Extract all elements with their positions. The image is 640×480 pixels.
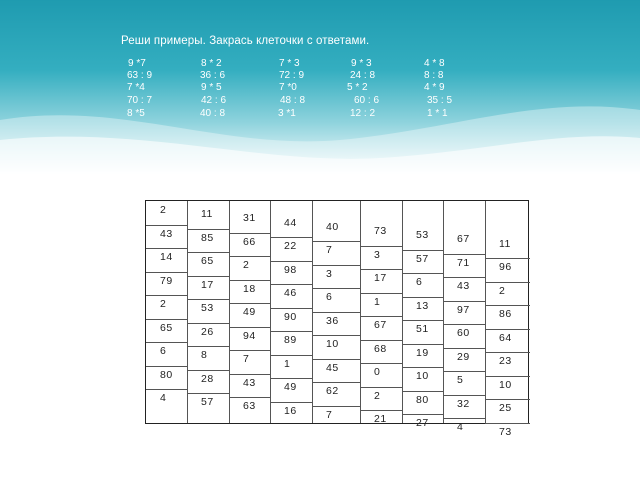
grid-cell-border <box>146 272 187 273</box>
grid-cell-border <box>187 370 229 371</box>
example-item: 24 : 8 <box>350 70 376 81</box>
grid-cell-border <box>146 342 187 343</box>
grid-cell-border <box>270 331 312 332</box>
grid-cell-border <box>360 269 402 270</box>
grid-cell-border <box>402 391 443 392</box>
grid-number: 80 <box>160 368 173 381</box>
grid-cell-border <box>146 389 187 390</box>
grid-cell-border <box>485 305 530 306</box>
grid-cell-border <box>146 319 187 320</box>
example-item: 8 : 8 <box>424 70 444 81</box>
grid-number: 65 <box>160 321 173 334</box>
grid-number: 67 <box>374 319 387 331</box>
grid-number: 49 <box>284 381 297 394</box>
grid-number: 63 <box>243 400 256 413</box>
grid-cell-border <box>485 376 530 377</box>
grid-cell-border <box>312 241 360 242</box>
example-item: 9 * 5 <box>201 82 222 93</box>
example-item: 8 *5 <box>127 108 145 119</box>
grid-number: 4 <box>160 392 167 404</box>
grid-number: 36 <box>326 314 339 327</box>
grid-cell-border <box>229 303 270 304</box>
grid-cell-border <box>187 323 229 324</box>
example-item: 60 : 6 <box>354 95 380 106</box>
grid-cell-border <box>270 402 312 403</box>
grid-number: 67 <box>457 233 470 246</box>
grid-number: 17 <box>374 272 387 284</box>
grid-number: 43 <box>243 376 256 389</box>
grid-cell-border <box>229 327 270 328</box>
example-item: 1 * 1 <box>427 108 448 119</box>
example-row <box>0 70 640 82</box>
grid-number: 10 <box>416 370 429 383</box>
grid-number: 2 <box>160 204 167 216</box>
example-row <box>0 58 640 70</box>
grid-number: 62 <box>326 385 339 398</box>
grid-number: 7 <box>326 244 333 257</box>
grid-cell-border <box>312 265 360 266</box>
grid-cell-border <box>312 312 360 313</box>
grid-number: 65 <box>201 255 214 268</box>
grid-cell-border <box>229 280 270 281</box>
grid-number: 26 <box>201 325 214 338</box>
grid-number: 13 <box>416 299 429 312</box>
grid-cell-border <box>443 348 485 349</box>
grid-cell-border <box>485 329 530 330</box>
grid-number: 14 <box>160 251 173 263</box>
example-row <box>0 95 640 107</box>
grid-number: 16 <box>284 404 297 417</box>
example-item: 7 * 3 <box>279 58 300 69</box>
grid-number: 49 <box>243 306 256 319</box>
grid-number: 66 <box>243 235 256 248</box>
grid-number: 4 <box>457 421 464 434</box>
grid-cell-border <box>146 366 187 367</box>
page-title: Реши примеры. Закрась клеточки с ответами. <box>121 35 370 47</box>
grid-number: 25 <box>499 402 512 415</box>
grid-cell-border <box>402 414 443 415</box>
grid-cell-border <box>443 371 485 372</box>
grid-cell-border <box>360 316 402 317</box>
grid-number: 19 <box>416 346 429 359</box>
grid-number: 10 <box>499 378 512 391</box>
grid-cell-border <box>146 248 187 249</box>
grid-number: 90 <box>284 310 297 323</box>
grid-number: 21 <box>374 413 387 425</box>
example-item: 35 : 5 <box>427 95 453 106</box>
grid-number: 89 <box>284 334 297 347</box>
grid-number: 51 <box>416 323 429 336</box>
grid-number: 46 <box>284 287 297 300</box>
grid-cell-border <box>443 254 485 255</box>
grid-number: 28 <box>201 372 214 385</box>
grid-cell-border <box>402 250 443 251</box>
grid-number: 11 <box>499 237 511 250</box>
grid-cell-border <box>270 355 312 356</box>
grid-cell-border <box>360 387 402 388</box>
grid-number: 7 <box>243 353 250 366</box>
grid-cell-border <box>402 320 443 321</box>
grid-cell-border <box>312 335 360 336</box>
grid-cell-border <box>312 406 360 407</box>
example-item: 3 *1 <box>278 108 296 119</box>
grid-number: 8 <box>201 349 208 362</box>
grid-cell-border <box>485 399 530 400</box>
grid-number: 22 <box>284 240 297 253</box>
grid-cell-border <box>146 225 187 226</box>
grid-cell-border <box>360 340 402 341</box>
grid-number: 40 <box>326 220 339 233</box>
grid-cell-border <box>312 288 360 289</box>
grid-cell-border <box>270 284 312 285</box>
grid-number: 94 <box>243 329 256 342</box>
grid-cell-border <box>187 393 229 394</box>
example-row <box>0 82 640 94</box>
grid-cell-border <box>187 252 229 253</box>
grid-divider <box>360 201 361 423</box>
grid-cell-border <box>402 297 443 298</box>
grid-number: 5 <box>457 374 464 387</box>
grid-divider <box>270 201 271 423</box>
grid-cell-border <box>443 395 485 396</box>
grid-number: 1 <box>374 295 381 308</box>
grid-number: 79 <box>160 274 173 287</box>
grid-number: 31 <box>243 212 256 225</box>
grid-cell-border <box>312 382 360 383</box>
grid-cell-border <box>485 352 530 353</box>
grid-cell-border <box>402 367 443 368</box>
grid-number: 1 <box>284 357 291 370</box>
grid-number: 6 <box>416 276 423 289</box>
grid-cell-border <box>360 293 402 294</box>
grid-number: 64 <box>499 331 512 344</box>
grid-number: 43 <box>160 227 173 240</box>
grid-number: 6 <box>160 345 167 357</box>
grid-cell-border <box>443 324 485 325</box>
grid-cell-border <box>360 363 402 364</box>
grid-number: 23 <box>499 355 512 368</box>
grid-cell-border <box>187 299 229 300</box>
grid-cell-border <box>485 258 530 259</box>
grid-cell-border <box>229 374 270 375</box>
grid-number: 98 <box>284 263 297 276</box>
example-item: 36 : 6 <box>200 70 226 81</box>
grid-cell-border <box>485 282 530 283</box>
grid-divider <box>229 201 230 423</box>
grid-number: 53 <box>201 302 214 315</box>
grid-cell-border <box>229 233 270 234</box>
example-item: 4 * 8 <box>424 58 445 69</box>
example-item: 70 : 7 <box>127 95 153 106</box>
example-item: 4 * 9 <box>424 82 445 93</box>
grid-number: 18 <box>243 282 256 295</box>
grid-cell-border <box>270 308 312 309</box>
grid-cell-border <box>360 246 402 247</box>
grid-cell-border <box>443 277 485 278</box>
grid-divider <box>402 201 403 423</box>
answer-grid <box>145 200 529 438</box>
example-item: 7 *0 <box>279 82 297 93</box>
grid-number: 80 <box>416 393 429 406</box>
example-item: 40 : 8 <box>200 108 226 119</box>
grid-number: 57 <box>201 396 214 409</box>
grid-cell-border <box>485 423 530 424</box>
grid-number: 45 <box>326 361 339 374</box>
grid-cell-border <box>187 346 229 347</box>
example-item: 7 *4 <box>127 82 145 93</box>
grid-cell-border <box>443 418 485 419</box>
grid-number: 29 <box>457 350 470 363</box>
grid-number: 32 <box>457 397 470 410</box>
example-item: 9 *7 <box>128 58 146 69</box>
grid-number: 73 <box>374 225 387 237</box>
grid-number: 68 <box>374 342 387 355</box>
grid-number: 53 <box>416 229 429 242</box>
grid-number: 44 <box>284 216 297 229</box>
grid-number: 11 <box>201 208 213 221</box>
grid-number: 2 <box>374 389 381 402</box>
example-item: 5 * 2 <box>347 82 368 93</box>
example-item: 42 : 6 <box>201 95 227 106</box>
grid-number: 2 <box>499 284 506 297</box>
grid-number: 6 <box>326 291 333 304</box>
grid-number: 2 <box>243 259 250 272</box>
grid-cell-border <box>443 301 485 302</box>
grid-number: 86 <box>499 308 512 321</box>
example-item: 72 : 9 <box>279 70 305 81</box>
grid-number: 97 <box>457 303 470 316</box>
grid-number: 0 <box>374 366 381 378</box>
grid-number: 10 <box>326 338 339 351</box>
example-item: 12 : 2 <box>350 108 376 119</box>
grid-number: 71 <box>457 256 470 269</box>
grid-divider <box>187 201 188 423</box>
grid-divider <box>485 201 486 423</box>
grid-number: 3 <box>374 248 381 261</box>
grid-cell-border <box>402 273 443 274</box>
grid-number: 17 <box>201 278 214 291</box>
grid-cell-border <box>270 378 312 379</box>
grid-cell-border <box>270 237 312 238</box>
grid-number: 43 <box>457 280 470 293</box>
grid-cell-border <box>312 359 360 360</box>
example-item: 8 * 2 <box>201 58 222 69</box>
grid-number: 3 <box>326 267 333 280</box>
grid-cell-border <box>360 410 402 411</box>
grid-cell-border <box>229 350 270 351</box>
example-item: 48 : 8 <box>280 95 306 106</box>
grid-cell-border <box>146 295 187 296</box>
grid-number: 96 <box>499 261 512 274</box>
grid-number: 7 <box>326 408 333 421</box>
grid-cell-border <box>229 256 270 257</box>
grid-number: 2 <box>160 298 167 310</box>
grid-number: 27 <box>416 417 429 430</box>
example-row <box>0 108 640 120</box>
grid-cell-border <box>229 397 270 398</box>
grid-number: 60 <box>457 327 470 340</box>
grid-cell-border <box>270 261 312 262</box>
example-item: 9 * 3 <box>351 58 372 69</box>
example-item: 63 : 9 <box>127 70 153 81</box>
grid-number: 73 <box>499 425 512 438</box>
grid-number: 85 <box>201 231 214 244</box>
grid-divider <box>443 201 444 423</box>
grid-number: 57 <box>416 252 429 265</box>
grid-cell-border <box>187 229 229 230</box>
grid-cell-border <box>402 344 443 345</box>
grid-cell-border <box>187 276 229 277</box>
